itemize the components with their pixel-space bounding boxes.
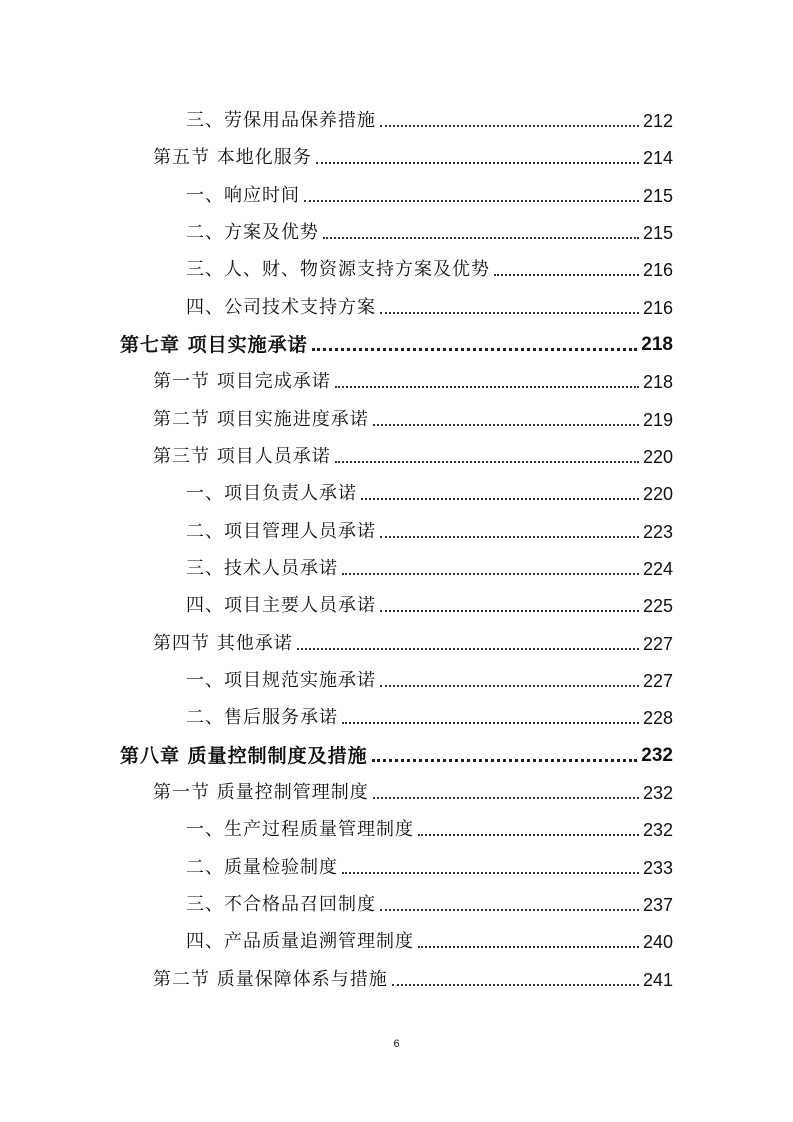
toc-entry[interactable]	[186, 552, 673, 580]
toc-entry[interactable]	[186, 179, 673, 207]
toc-entry-page: 232	[642, 820, 673, 840]
toc-entry-page: 233	[642, 858, 673, 878]
toc-entry[interactable]	[186, 515, 673, 543]
toc-entry-page: 223	[642, 522, 673, 542]
toc-entry-label: 二、质量检验制度	[186, 857, 338, 878]
dot-leader	[380, 685, 639, 687]
toc-entry-label: 三、人、财、物资源支持方案及优势	[186, 259, 490, 280]
toc-entry[interactable]	[153, 627, 673, 655]
toc-entry-page: 212	[642, 111, 673, 131]
page-number: 6	[393, 1038, 400, 1050]
toc-entry-label: 一、项目负责人承诺	[186, 483, 357, 504]
dot-leader	[361, 498, 639, 500]
toc-entry[interactable]	[186, 477, 673, 505]
toc-entry-page: 232	[641, 745, 673, 766]
toc-entry-label: 第一节 项目完成承诺	[153, 371, 331, 392]
toc-entry[interactable]	[186, 664, 673, 692]
toc-entry-label: 第二节 项目实施进度承诺	[153, 409, 369, 430]
toc-entry-label: 一、响应时间	[186, 185, 300, 206]
toc-entry[interactable]	[186, 589, 673, 617]
dot-leader	[342, 872, 639, 874]
toc-entry[interactable]	[186, 701, 673, 729]
toc-entry-label: 二、方案及优势	[186, 222, 319, 243]
toc-entry-label: 四、公司技术支持方案	[186, 297, 376, 318]
toc-chapter-entry[interactable]	[120, 328, 673, 356]
dot-leader	[323, 237, 639, 239]
toc-entry[interactable]	[153, 440, 673, 468]
dot-leader	[494, 274, 639, 276]
toc-entry-page: 228	[642, 708, 673, 728]
toc-entry-page: 218	[641, 334, 673, 355]
toc-entry-label: 二、项目管理人员承诺	[186, 521, 376, 542]
toc-entry-page: 220	[642, 447, 673, 467]
toc-entry-label: 第三节 项目人员承诺	[153, 446, 331, 467]
dot-leader	[297, 648, 639, 650]
toc-entry-page: 240	[642, 932, 673, 952]
toc-entry-label: 四、项目主要人员承诺	[186, 595, 376, 616]
toc-entry-page: 224	[642, 559, 673, 579]
toc-entry-page: 241	[642, 970, 673, 990]
toc-entry-label: 三、劳保用品保养措施	[186, 110, 376, 131]
toc-entry-page: 216	[642, 298, 673, 318]
toc-entry[interactable]	[186, 813, 673, 841]
toc-entry[interactable]	[153, 141, 673, 169]
toc-entry-page: 232	[642, 783, 673, 803]
dot-leader	[342, 722, 639, 724]
toc-entry-page: 214	[642, 148, 673, 168]
dot-leader	[312, 348, 638, 351]
toc-entry-label: 第五节 本地化服务	[153, 147, 312, 168]
toc-entry-page: 219	[642, 410, 673, 430]
toc-chapter-entry[interactable]	[120, 739, 673, 767]
toc-entry-page: 216	[642, 260, 673, 280]
toc-entry[interactable]	[186, 104, 673, 132]
toc-entry-label: 三、不合格品召回制度	[186, 894, 376, 915]
dot-leader	[380, 312, 639, 314]
toc-entry-label: 第四节 其他承诺	[153, 633, 293, 654]
toc-entry-label: 第七章 项目实施承诺	[120, 334, 308, 356]
dot-leader	[380, 610, 639, 612]
toc-entry[interactable]	[186, 216, 673, 244]
toc-entry-page: 237	[642, 895, 673, 915]
dot-leader	[372, 759, 638, 762]
toc-entry[interactable]	[153, 403, 673, 431]
toc-entry-label: 一、项目规范实施承诺	[186, 670, 376, 691]
toc-entry[interactable]	[153, 365, 673, 393]
toc-entry-page: 215	[642, 223, 673, 243]
toc-entry-label: 第一节 质量控制管理制度	[153, 782, 369, 803]
toc-entry-page: 227	[642, 634, 673, 654]
toc-entry[interactable]	[186, 888, 673, 916]
dot-leader	[304, 200, 639, 202]
dot-leader	[380, 536, 639, 538]
toc-entry-page: 220	[642, 484, 673, 504]
toc-entry-page: 218	[642, 372, 673, 392]
toc-entry-page: 215	[642, 186, 673, 206]
dot-leader	[335, 461, 639, 463]
dot-leader	[373, 424, 639, 426]
toc-entry[interactable]	[153, 776, 673, 804]
dot-leader	[373, 797, 639, 799]
toc-entry[interactable]	[186, 291, 673, 319]
toc-entry-label: 三、技术人员承诺	[186, 558, 338, 579]
dot-leader	[418, 946, 639, 948]
toc-entry-label: 四、产品质量追溯管理制度	[186, 931, 414, 952]
toc-entry[interactable]	[186, 925, 673, 953]
toc-entry[interactable]	[153, 963, 673, 991]
toc-entry-label: 一、生产过程质量管理制度	[186, 819, 414, 840]
toc-entry[interactable]	[186, 253, 673, 281]
toc-entry-label: 第二节 质量保障体系与措施	[153, 969, 388, 990]
dot-leader	[316, 162, 639, 164]
dot-leader	[392, 984, 639, 986]
dot-leader	[418, 834, 639, 836]
toc-entry-label: 二、售后服务承诺	[186, 707, 338, 728]
dot-leader	[380, 909, 639, 911]
dot-leader	[335, 386, 639, 388]
toc-entry-page: 227	[642, 671, 673, 691]
dot-leader	[380, 125, 639, 127]
toc-entry[interactable]	[186, 851, 673, 879]
toc-entry-label: 第八章 质量控制制度及措施	[120, 745, 368, 767]
toc-entry-page: 225	[642, 596, 673, 616]
dot-leader	[342, 573, 639, 575]
